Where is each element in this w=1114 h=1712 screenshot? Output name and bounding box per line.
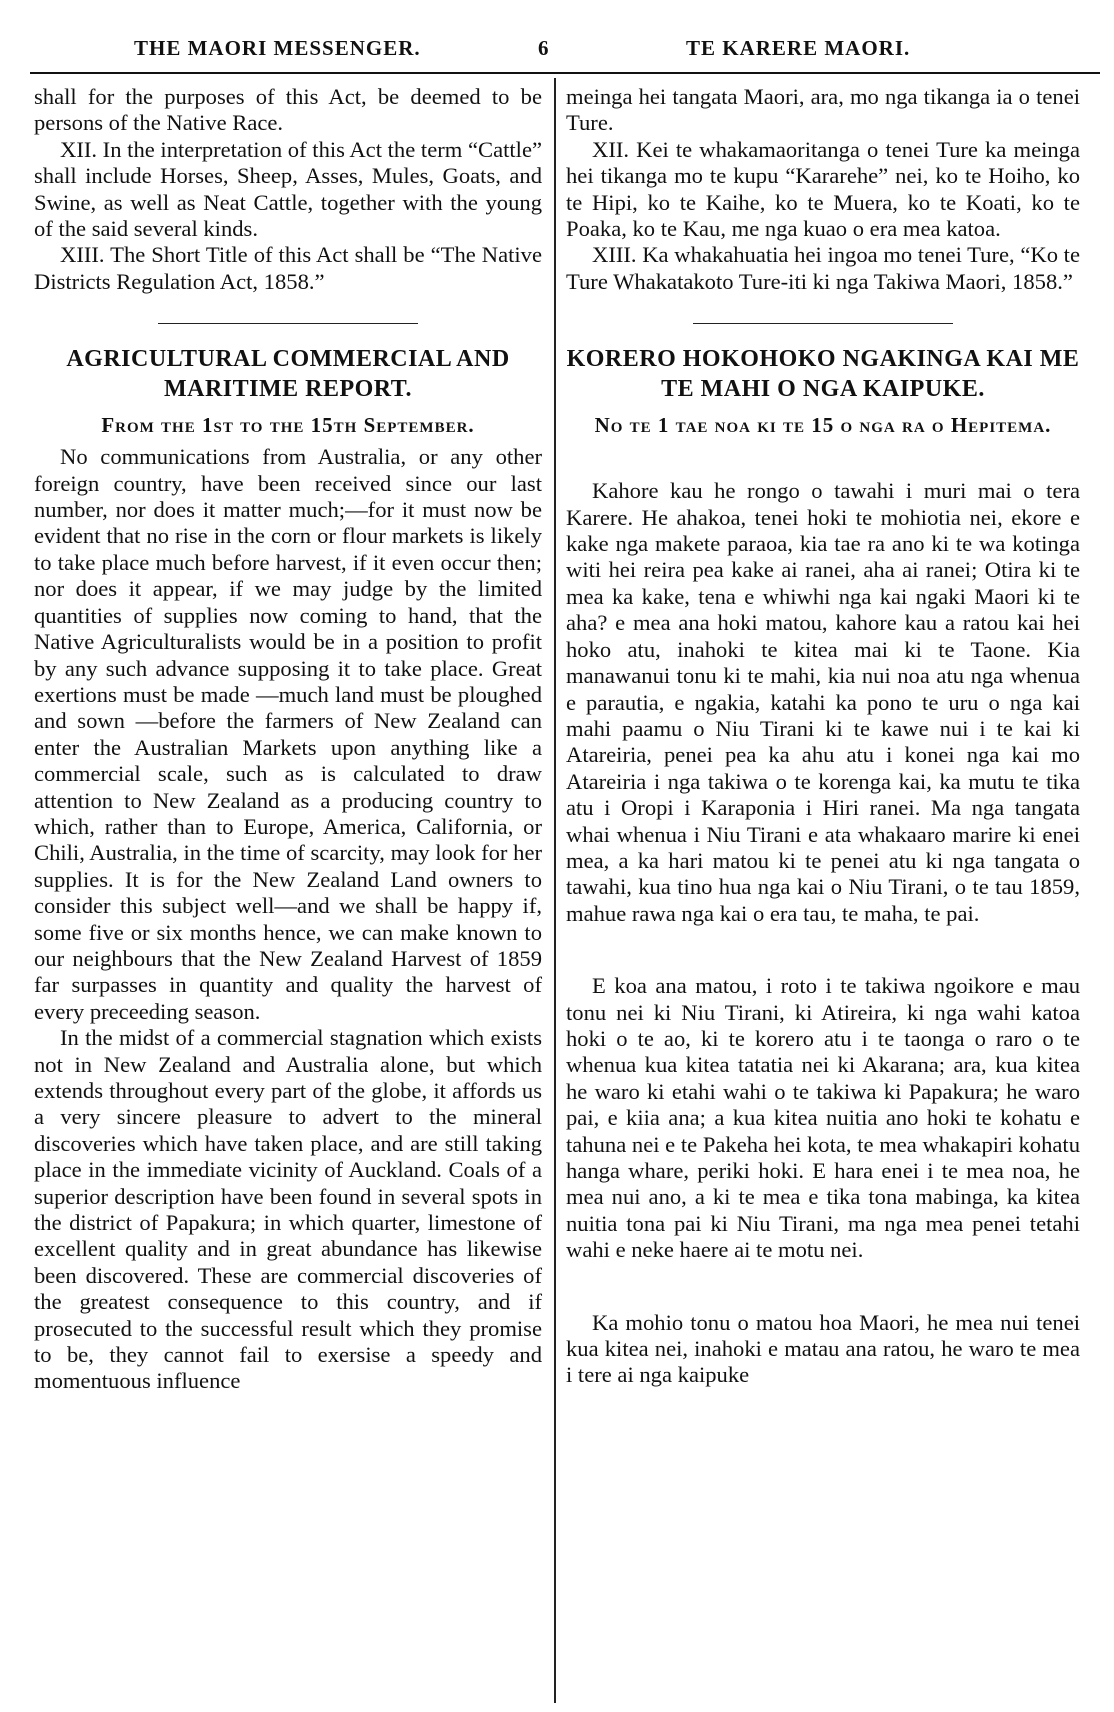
maori-column xyxy=(566,84,1080,1389)
maori-section-xii: XII. Kei te whakamaoritanga o tenei Ture ka meinga hei tikanga mo te kupu “Kararehe” nei, ko te Hoiho, ko te Hipi, ko te Kaihe, ko te Muera, ko te Koati, ko te Poaka, ko te Kau, me nga kuao o era mea katoa. xyxy=(566,136,1080,242)
english-paragraph-2: In the midst of a commercial stagnation which exists not in New Zealand and Australia alone, but which extends throughout every part of the globe, it affords us a very sincere pleasure to advert to the mineral discoveries which have taken place, and are still taking place in the immediate vicinity of Auckland. Coals of a superior description have been found in several spots in the district of Papakura; in which quarter, limestone of excellent quality and in great abundance has likewise been discovered. These are commercial discoveries of the greatest consequence to this country, and if prosecuted to the successful result which they promise to be, they cannot fail to exersise a speedy and momentuous influence xyxy=(34,1025,542,1394)
maori-report-dates: No te 1 tae noa ki te 15 o nga ra o Hepitema. xyxy=(594,413,1052,438)
page-number: 6 xyxy=(538,36,550,60)
english-column xyxy=(34,84,542,1395)
newspaper-title-english: THE MAORI MESSENGER. xyxy=(134,36,421,60)
page-header xyxy=(0,14,1114,60)
header-rule xyxy=(30,72,1100,74)
english-paragraph-1: No communications from Australia, or any other foreign country, have been received since our last number, nor does it matter much;—for it must now be evident that no rise in the corn or flour markets is likely to take place much before harvest, if it even occur then; nor does it appear, if we may judge by the limited quantities of supplies now coming to hand, that the Native Agriculturalists would be in a position to profit by any such advance supposing it to take place. Great exertions must be made —much land must be ploughed and sown —before the farmers of New Zealand can enter the Australian Markets upon anything like a commercial scale, such as is calculated to draw attention to New Zealand as a producing country to which, rather than to Europe, America, California, or Chili, Australia, in the time of scarcity, may look for her supplies. It is for the New Zealand Land owners to consider this subject well—and we shall be happy if, some five or six months hence, we can make known to our neighbours that the New Zealand Harvest of 1859 far surpasses in quantity and quality the harvest of every preceeding season. xyxy=(34,444,542,1024)
section-rule xyxy=(693,323,953,324)
spacer xyxy=(566,444,1080,478)
spacer xyxy=(566,927,1080,973)
english-report-dates: From the 1st to the 15th September. xyxy=(101,413,475,438)
maori-paragraph-2: E koa ana matou, i roto i te takiwa ngoikore e mau tonu nei ki Niu Tirani, ki Atireira, ki nga wahi katoa hoki o te ao, ki te korero atu i te taonga o raro o te whenua kua kitea tatatia nei ki Akarana; ara, kua kitea he waro ki etahi wahi o te takiwa ki Papakura; he waro pai, e kiia ana; a kua kitea nuitia ano hoki te kohatu e tahuna nei e te Pakeha hei kota, te mea whakapiri kohatu hanga whare, periki hoki. E hara enei i te mea noa, he mea nui ano, a ki te mea e tika tona mabinga, ka kitea nuitia tona pai ki Niu Tirani, ma nga mea penei tetahi wahi e neke haere ai te motu nei. xyxy=(566,973,1080,1263)
section-rule xyxy=(158,323,418,324)
english-section-xii: XII. In the interpretation of this Act the term “Cattle” shall include Horses, Sheep, Asses, Mules, Goats, and Swine, as well as Neat Cattle, together with the young of the said several kinds. xyxy=(34,136,542,242)
newspaper-title-maori: TE KARERE MAORI. xyxy=(686,36,911,60)
maori-paragraph-3: Ka mohio tonu o matou hoa Maori, he mea nui tenei kua kitea nei, inahoki e matau ana ratou, he waro te mea i tere ai nga kaipuke xyxy=(566,1309,1080,1388)
maori-report-heading: KORERO HOKOHOKO NGAKINGA KAI ME TE MAHI O NGA KAIPUKE. xyxy=(566,346,1080,403)
maori-paragraph-1: Kahore kau he rongo o tawahi i muri mai o tera Karere. He ahakoa, tenei hoki te mohiotia nei, ekore e kake nga makete paraoa, kia tae ra ano ki te wa kotinga witi hei reira pea kake ai ranei, aha ai ranei; Otira ki te mea ka kake, tena e whiwhi nga kai ngaki Maori ki te aha? e mea ana hoki matou, kahore kau a ratou kai hei hoko atu, inahoki te kitea mai ki te Taone. Kia manawanui tonu ki te mahi, kia nui noa atu nga whenua e parautia, e ngakia, katahi ka pono te uru o nga kai mahi paamu o Niu Tirani ki te kawe nui i te kai ki Atareiria, penei pea ka ahu atu i konei nga kai mo Atareiria i nga takiwa o te korenga kai, ka mutu te tika atu i Oropi i Karaponia i Hiri ranei. Ma nga tangata whai whenua i Niu Tirani e ata whakaaro marire ki enei mea, a ka hari matou ki te penei atu ki nga tangata o tawahi, kua tino hua nga kai o Niu Tirani, o te tau 1859, mahue rawa nga kai o era tau, te maha, te pai. xyxy=(566,478,1080,926)
spacer xyxy=(566,1264,1080,1310)
maori-opening: meinga hei tangata Maori, ara, mo nga tikanga ia o tenei Ture. xyxy=(566,84,1080,136)
english-opening: shall for the purposes of this Act, be deemed to be persons of the Native Race. xyxy=(34,84,542,136)
column-divider xyxy=(554,78,556,1703)
maori-section-xiii: XIII. Ka whakahuatia hei ingoa mo tenei Ture, “Ko te Ture Whakatakoto Ture-iti ki nga Takiwa Maori, 1858.” xyxy=(566,242,1080,294)
english-report-heading: AGRICULTURAL COMMERCIAL AND MARITIME REPORT. xyxy=(66,346,510,403)
english-section-xiii: XIII. The Short Title of this Act shall be “The Native Districts Regulation Act, 1858.” xyxy=(34,242,542,294)
